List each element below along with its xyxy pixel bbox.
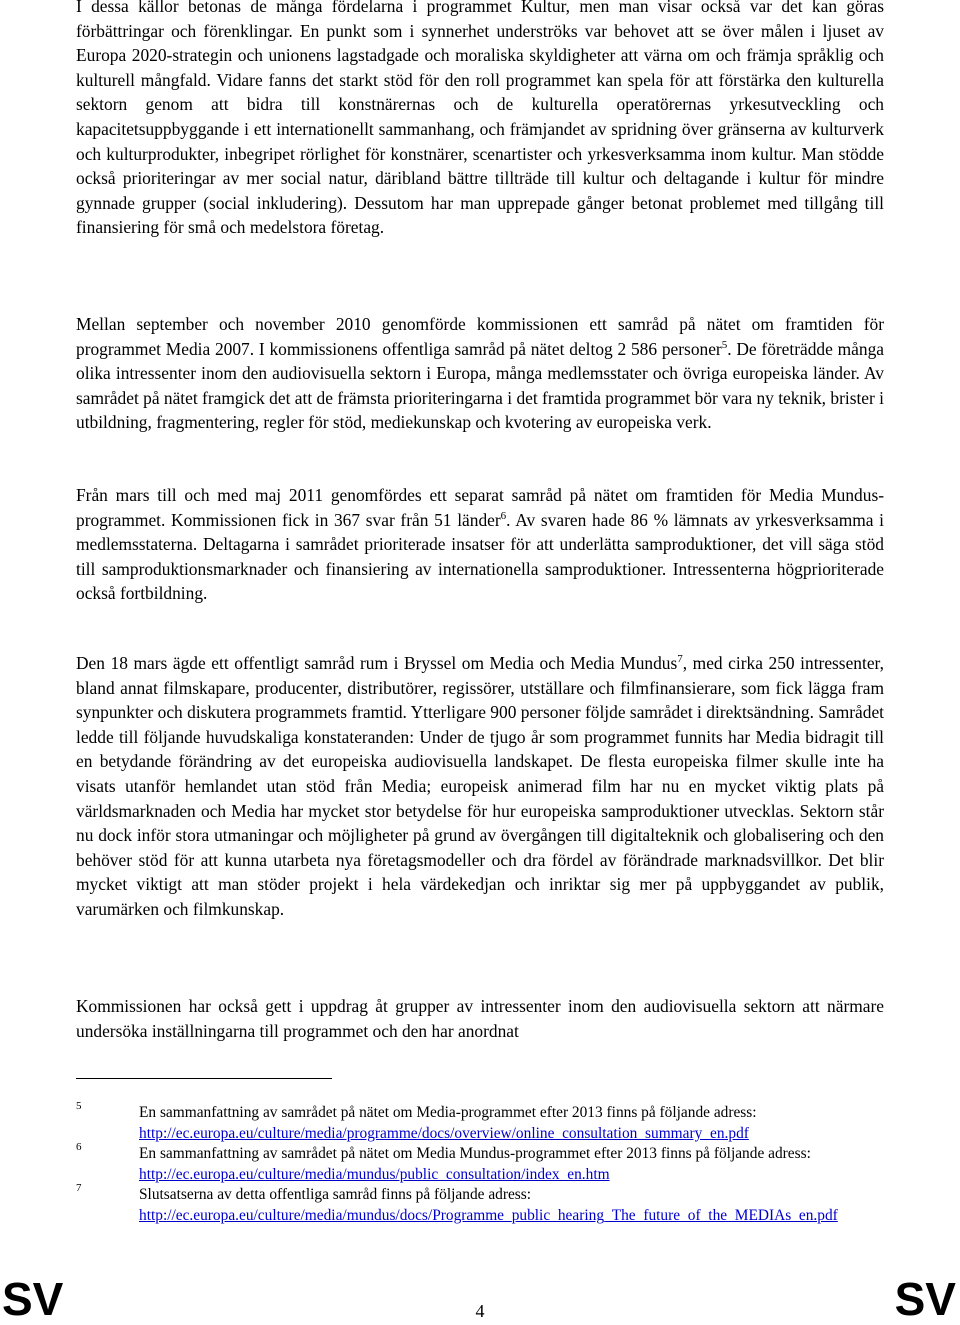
footnote-ref[interactable]: 5 [721,338,728,351]
footnote-6 [76,1143,884,1185]
paragraph-text: Den 18 mars ägde ett offentligt samråd rum i Bryssel om Media och Media Mundus [76,653,678,673]
footnote-number: 5 [76,1100,82,1112]
footnote-ref[interactable]: 7 [677,653,683,666]
body-paragraph-1 [76,0,884,240]
paragraph-text: , med cirka 250 intressenter, bland annat filmskapare, producenter, distributörer, regissörer, utställare och filmfinansierare, som fick lägga fram synpunkter och diskutera programmets framtid. Ytterligare 900 personer följde samrådet i direktsändning. Samrådet ledde till följande huvudskaliga konstateranden: Under de tjugo år som programmet funnits har Media bidragit till en betydande förändring av det europeiska audiovisuella landskapet. De flesta europeiska filmer skulle inte ha visats utanför hemlandet utan stöd från Media; europeisk animerad film har nu en mycket viktig plats på världsmarknaden och Media har mycket stor betydelse för hur europeiska samproduktioner utvecklas. Sektorn står nu dock inför stora utmaningar och möjligheter på grund av övergången till digitalteknik och globalisering och den behöver stöd för att kunna utarbeta nya företagsmodeller och dra fördel av förändrade marknadsvillkor. Det blir mycket viktigt att man stöder projekt i hela värdekedjan och inriktar sig mer på uppbyggandet av publik, varumärken och filmkunskap. [76,653,884,919]
paragraph-text: Mellan september och november 2010 genomförde kommissionen ett samråd på nätet om framtiden för programmet Media 2007. I kommissionens offentliga samråd på nätet deltog 2 586 personer [76,314,884,359]
footnote-ref[interactable]: 6 [500,509,507,522]
footnote-separator [76,1078,332,1079]
paragraph-text: Från mars till och med maj 2011 genomfördes ett separat samråd på nätet om framtiden för Media Mundus-programmet. Kommissionen fick in 367 svar från 51 länder [76,485,884,530]
paragraph-text: I dessa källor betonas de många fördelarna i programmet Kultur, men man visar också var det kan göras förbättringar och förenklingar. En punkt som i synnerhet underströks var behovet att se över målen i ljuset av Europa 2020-strategin och unionens lagstadgade och moraliska skyldigheter att värna om och främja språklig och kulturell mångfald. Vidare fanns det starkt stöd för den roll programmet kan spela för att förstärka den kulturella sektorn genom att bidra till konstnärernas och de kulturella operatörernas yrkesutveckling och kapacitetsuppbyggande i ett internationellt sammanhang, och främjandet av spridning över gränserna av kulturverk och kulturprodukter, inbegripet rörlighet för konstnärer, scenartister och yrkesverksamma inom kultur. Man stödde också prioriteringar av mer social natur, däribland bättre tillträde till kultur och deltagande i kultur för mindre gynnade grupper (social inkludering). Dessutom har man upprepade gånger betonat problemet med tillgång till finansiering för små och medelstora företag. [76,0,884,238]
footnote-text: Slutsatserna av detta offentliga samråd finns på följande adress: [139,1186,532,1203]
footnote-text: En sammanfattning av samrådet på nätet om Media Mundus-programmet efter 2013 finns på följande adress: [139,1145,811,1162]
body-paragraph-3 [76,483,884,606]
footnote-body [139,1184,884,1226]
footnote-number: 7 [76,1182,82,1194]
page-number: 4 [475,1301,485,1321]
footnote-7 [76,1184,884,1247]
footnote-5 [76,1102,884,1144]
language-code-left: SV [2,1273,64,1325]
body-paragraph-4 [76,651,884,922]
footnote-text: En sammanfattning av samrådet på nätet om Media-programmet efter 2013 finns på följande adress: [139,1104,757,1121]
footnote-link[interactable]: http://ec.europa.eu/culture/media/mundus/public_consultation/index_en.htm [139,1166,610,1183]
footnote-body [139,1102,884,1144]
paragraph-text: Kommissionen har också gett i uppdrag åt grupper av intressenter inom den audiovisuella sektorn att närmare undersöka inställningarna till programmet och den har anordnat [76,996,884,1041]
footnote-link[interactable]: http://ec.europa.eu/culture/media/mundus/docs/Programme_public_hearing_The_future_of_the_MEDIAs_en.pdf [139,1207,838,1224]
footnote-number: 6 [76,1141,82,1153]
body-paragraph-5 [76,994,884,1043]
body-paragraph-2 [76,312,884,435]
paragraph-text: . Av svaren hade 86 % lämnats av yrkesverksamma i medlemsstaterna. Deltagarna i samrådet prioriterade insatser för att underlätta samproduktioner, det vill säga stöd till samproduktionsmarknader och finansiering av internationella samproduktioner. Intressenterna högprioriterade också fortbildning. [76,509,884,604]
paragraph-text: . De företrädde många olika intressenter inom den audiovisuella sektorn i Europa, många medlemsstater och övriga europeiska länder. Av samrådet på nätet framgick det att de främsta prioriteringarna i det framtida programmet bör vara ny teknik, brister i utbildning, fragmentering, regler för stöd, mediekunskap och kvotering av europeiska verk. [76,338,884,433]
footnote-body [139,1143,884,1185]
footnote-link[interactable]: http://ec.europa.eu/culture/media/programme/docs/overview/online_consultation_summary_en.pdf [139,1125,749,1142]
language-code-right: SV [894,1273,956,1325]
